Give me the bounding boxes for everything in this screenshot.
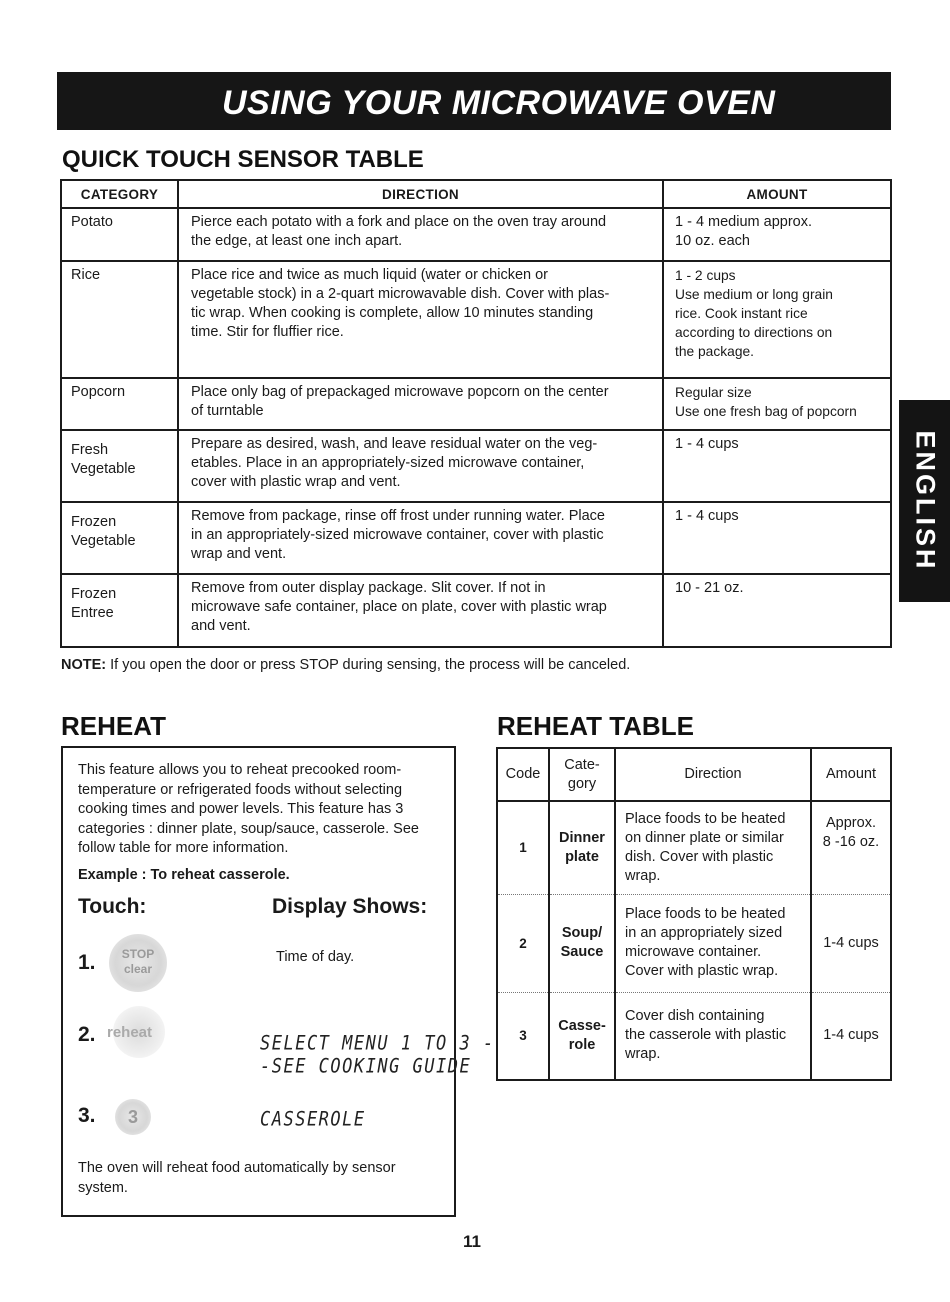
amount-cell [663, 378, 891, 430]
direction-cell [178, 430, 663, 502]
amount-cell [663, 208, 891, 261]
direction-line: of turntable [191, 403, 264, 419]
category-line: Sauce [560, 944, 604, 960]
amount-cell [663, 502, 891, 574]
code-cell: 2 [497, 894, 549, 992]
amount-line: rice. Cook instant rice [675, 306, 808, 321]
table-row [61, 502, 891, 574]
quick-touch-title: QUICK TOUCH SENSOR TABLE [62, 146, 424, 173]
reheat-outro: The oven will reheat food automatically by sensor system. [78, 1160, 396, 1196]
code-cell: 3 [497, 992, 549, 1080]
direction-cell [178, 208, 663, 261]
header-code: Code [497, 748, 549, 801]
direction-line: microwave container. [625, 944, 762, 960]
amount-line: the package. [675, 344, 755, 359]
direction-line: Remove from outer display package. Slit cover. If not in [191, 580, 546, 596]
direction-line: vegetable stock) in a 2-quart microwavable dish. Cover with plas- [191, 286, 610, 302]
direction-line: Place only bag of prepackaged microwave popcorn on the center [191, 384, 609, 400]
table-row [497, 894, 891, 992]
header-category: CATEGORY [61, 180, 178, 208]
amount-cell [663, 574, 891, 647]
category-cell [61, 208, 178, 261]
table-row [61, 574, 891, 647]
category-cell [61, 261, 178, 378]
amount-cell [811, 894, 891, 992]
amount-line: 1 - 4 cups [675, 508, 739, 524]
header-category-line-2: gory [567, 775, 597, 792]
direction-cell [178, 261, 663, 378]
category-line: Casse- [558, 1017, 606, 1034]
direction-line: Place foods to be heated [625, 906, 786, 922]
reheat-title: REHEAT [61, 711, 166, 741]
direction-line: Pierce each potato with a fork and place on the oven tray around [191, 214, 607, 230]
category-line: Dinner [559, 829, 605, 846]
amount-line: 1 - 4 cups [675, 436, 739, 452]
quick-touch-body [61, 208, 891, 647]
step-2-display-line-2: -SEE COOKING GUIDE [260, 1055, 472, 1078]
quick-touch-table [60, 179, 892, 648]
header-direction: DIRECTION [178, 180, 663, 208]
header-category-line-1: Cate- [564, 756, 600, 773]
category-line: Vegetable [71, 533, 136, 549]
direction-line: etables. Place in an appropriately-sized microwave container, [191, 455, 585, 471]
direction-line: wrap. [625, 867, 661, 884]
direction-line: Cover with plastic wrap. [625, 963, 779, 979]
direction-line: in an appropriately-sized microwave container, cover with plastic [191, 527, 604, 543]
page-number: 11 [463, 1232, 481, 1251]
category-line: Popcorn [71, 384, 126, 400]
table-row [497, 801, 891, 894]
direction-line: cover with plastic wrap and vent. [191, 474, 401, 490]
amount-line: 1 - 2 cups [675, 268, 736, 283]
direction-cell [178, 378, 663, 430]
category-cell [61, 378, 178, 430]
amount-line: 10 - 21 oz. [675, 580, 744, 596]
direction-cell [178, 502, 663, 574]
direction-line: on dinner plate or similar [625, 829, 784, 846]
table-row [61, 378, 891, 430]
direction-line: Cover dish containing [625, 1008, 765, 1025]
number-3-key-icon [115, 1099, 151, 1135]
reheat-intro: This feature allows you to reheat precooked room-temperature or refrigerated foods without selecting cooking times and power levels. This feature has 3 categories : dinner plate, soup/sauce, casserole. See follow table for more information. [78, 762, 419, 857]
amount-line: 1-4 cups [823, 934, 879, 951]
quick-touch-table-wrap [60, 179, 890, 648]
category-cell [549, 894, 615, 992]
category-cell [549, 801, 615, 894]
direction-line: and vent. [191, 618, 251, 634]
table-row [61, 261, 891, 378]
header-amount: Amount [811, 748, 891, 801]
amount-line: Approx. [826, 815, 876, 831]
category-line: Rice [71, 267, 101, 283]
amount-cell [811, 801, 891, 894]
header-category [549, 748, 615, 801]
code-cell: 1 [497, 801, 549, 894]
category-line: Soup/ [561, 925, 603, 941]
direction-line: Place foods to be heated [625, 810, 786, 827]
table-row [61, 208, 891, 261]
category-line: Fresh [71, 442, 109, 458]
category-line: Potato [71, 214, 113, 230]
reheat-example: Example : To reheat casserole. [78, 867, 290, 883]
direction-line: Place rice and twice as much liquid (water or chicken or [191, 267, 549, 283]
language-tab-label: ENGLISH [910, 430, 940, 572]
amount-line: 1 - 4 medium approx. [675, 214, 813, 230]
direction-cell [615, 992, 811, 1080]
category-line: plate [565, 848, 599, 865]
category-line: Frozen [71, 514, 117, 530]
step-1-display: Time of day. [276, 949, 355, 965]
category-cell [61, 574, 178, 647]
display-shows-label: Display Shows: [272, 895, 428, 918]
reheat-table-body [497, 801, 891, 1080]
table-row [61, 430, 891, 502]
reheat-box [61, 746, 495, 1217]
direction-cell [178, 574, 663, 647]
direction-line: tic wrap. When cooking is complete, allow 10 minutes standing [191, 305, 594, 321]
touch-label: Touch: [78, 895, 147, 918]
reheat-table-header-row [497, 748, 891, 801]
step-2-number: 2. [78, 1023, 96, 1046]
direction-cell [615, 801, 811, 894]
table-row [497, 992, 891, 1080]
amount-line: 10 oz. each [675, 233, 750, 249]
number-3-key-label: 3 [127, 1107, 138, 1127]
page-title: USING YOUR MICROWAVE OVEN [222, 84, 776, 122]
direction-line: wrap and vent. [191, 546, 287, 562]
amount-line: 8 -16 oz. [822, 834, 880, 850]
amount-cell [663, 430, 891, 502]
category-line: Entree [71, 605, 114, 621]
category-cell [61, 430, 178, 502]
category-line: Frozen [71, 586, 117, 602]
clear-key-label: clear [123, 962, 153, 976]
amount-line: 1-4 cups [823, 1027, 879, 1044]
direction-line: in an appropriately sized [625, 925, 783, 941]
category-line: Vegetable [71, 461, 136, 477]
direction-line: microwave safe container, place on plate, cover with plastic wrap [191, 599, 607, 615]
direction-cell [615, 894, 811, 992]
reheat-table-title: REHEAT TABLE [497, 711, 694, 741]
direction-line: Remove from package, rinse off frost under running water. Place [191, 508, 606, 524]
category-cell [549, 992, 615, 1080]
note-text: If you open the door or press STOP during sensing, the process will be canceled. [110, 657, 631, 673]
stop-clear-key-icon [109, 934, 167, 992]
direction-line: the casserole with plastic [625, 1027, 787, 1044]
stop-key-label: STOP [121, 947, 155, 961]
direction-line: dish. Cover with plastic [625, 848, 774, 865]
step-1-number: 1. [78, 951, 96, 974]
reheat-table [496, 747, 892, 1081]
direction-line: Prepare as desired, wash, and leave residual water on the veg- [191, 436, 598, 452]
amount-line: Regular size [675, 385, 752, 400]
step-3-display: CASSEROLE [260, 1108, 366, 1131]
amount-cell [663, 261, 891, 378]
amount-line: according to directions on [675, 325, 833, 340]
note-label: NOTE: [61, 657, 107, 673]
direction-line: the edge, at least one inch apart. [191, 233, 403, 249]
direction-line: wrap. [625, 1046, 661, 1063]
sensor-note [61, 657, 630, 673]
category-cell [61, 502, 178, 574]
header-amount: AMOUNT [663, 180, 891, 208]
amount-line: Use one fresh bag of popcorn [675, 404, 857, 419]
amount-line: Use medium or long grain [675, 287, 833, 302]
header-direction: Direction [615, 748, 811, 801]
category-line: role [568, 1036, 596, 1053]
table-header-row [61, 180, 891, 208]
language-tab [899, 400, 950, 602]
amount-cell [811, 992, 891, 1080]
step-2-display-line-1: SELECT MENU 1 TO 3 - [260, 1032, 495, 1055]
reheat-key-label: reheat [107, 1024, 153, 1041]
direction-line: time. Stir for fluffier rice. [191, 324, 344, 340]
page-banner [57, 72, 891, 130]
step-3-number: 3. [78, 1104, 96, 1127]
